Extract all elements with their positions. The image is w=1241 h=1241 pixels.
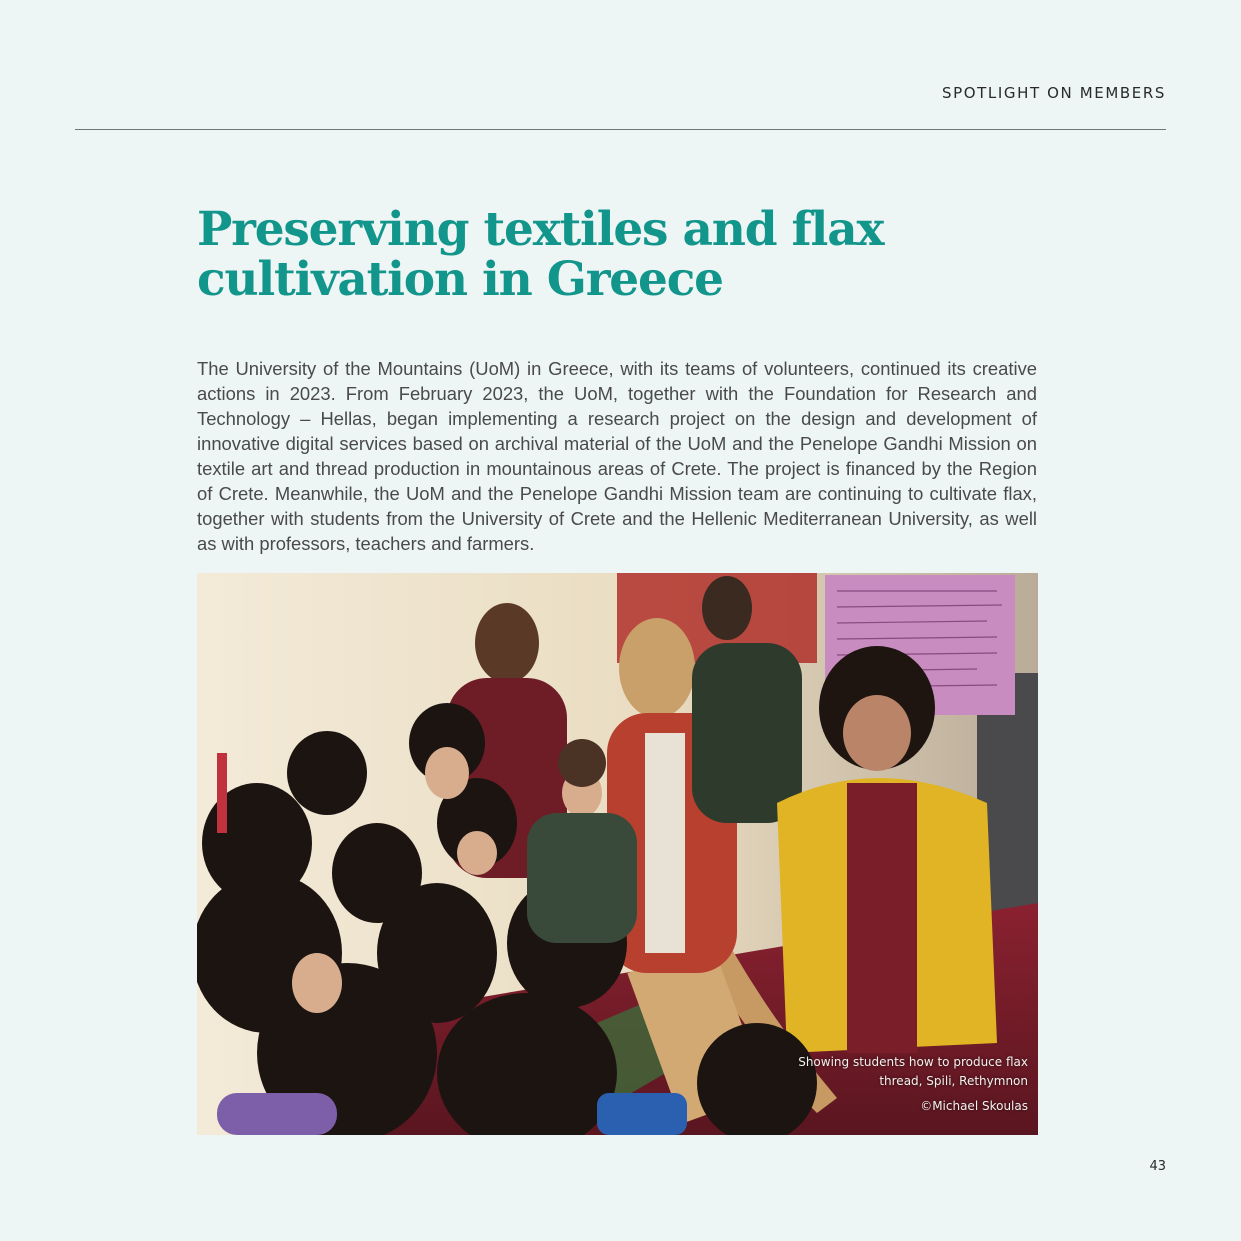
caption-text: Showing students how to produce flax thread, Spili, Rethymnon	[798, 1055, 1028, 1088]
photo-credit: ©Michael Skoulas	[920, 1099, 1028, 1113]
header-divider	[75, 129, 1166, 130]
article-title: Preserving textiles and flax cultivation in Greece	[197, 202, 884, 307]
section-label: SPOTLIGHT ON MEMBERS	[941, 84, 1166, 102]
photo-illustration	[197, 573, 1038, 1135]
article-photo	[197, 573, 1038, 1135]
article-body: The University of the Mountains (UoM) in Greece, with its teams of volunteers, continued its creative actions in 2023. From February 2023, the UoM, together with the Foundation for Research and Technology – Hellas, began implementing a research project on the design and development of innovative digital services based on archival material of the UoM and the Penelope Gandhi Mission on textile art and thread production in mountainous areas of Crete. The project is financed by the Region of Crete. Meanwhile, the UoM and the Penelope Gandhi Mission team are continuing to cultivate flax, together with students from the University of Crete and the Hellenic Mediterranean University, as well as with professors, teachers and farmers.	[197, 358, 1037, 554]
page-number: 43	[1149, 1159, 1166, 1174]
photo-caption	[768, 1053, 1028, 1116]
